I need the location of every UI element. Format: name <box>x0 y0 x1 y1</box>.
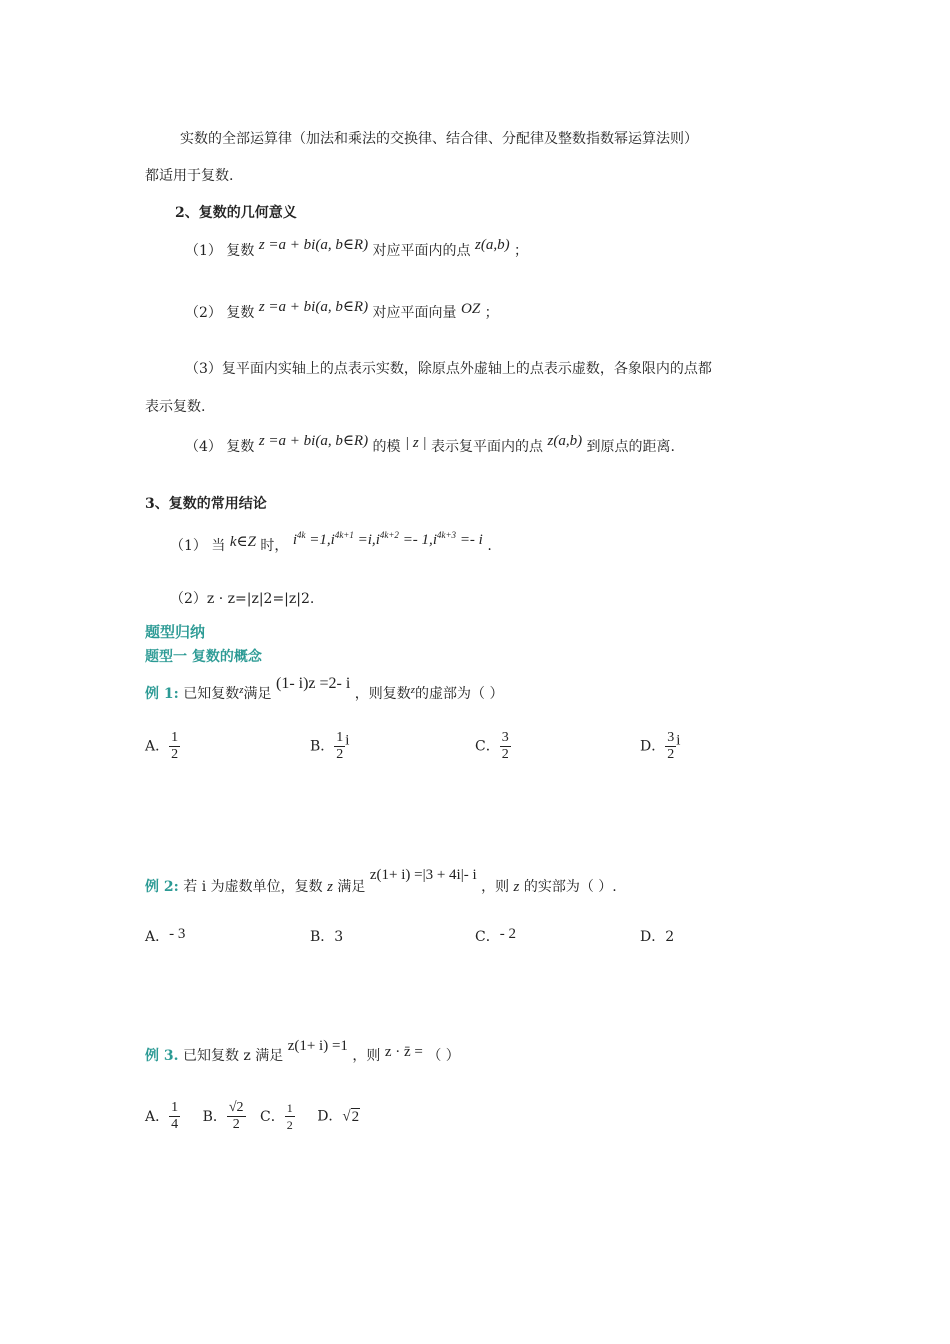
example-2-option-d[interactable]: D．2 <box>640 929 675 945</box>
example-tag: 例 1: <box>145 686 179 702</box>
item-post: 到原点的距离. <box>586 439 675 455</box>
section-2-item-1 <box>185 237 529 260</box>
item-label: （3） <box>185 361 222 377</box>
product-formula: z · z̄ = <box>384 1044 423 1060</box>
question-mid: 满足 <box>337 879 366 895</box>
vector-formula: OZ <box>461 301 481 317</box>
section-2-item-3-cont: 表示复数. <box>145 399 206 415</box>
example-2-option-b[interactable]: B．3 <box>310 929 344 945</box>
section-3-item-2: （2）z · z=|z|2=|z|2. <box>170 591 315 607</box>
example-tag: 例 2: <box>145 879 179 895</box>
fraction: $\frac{3}{2}$ <box>501 730 509 762</box>
question-pre: 若 i 为虚数单位，复数 <box>183 879 323 895</box>
fraction: $\frac{√2}{2}$ <box>228 1100 244 1132</box>
example-1-option-d[interactable]: D． $\frac{3}{2}$ i <box>640 730 681 762</box>
section-2-item-2 <box>185 299 499 322</box>
item-text-1: 复平面内实轴上的点表示实数，除原点外虚轴上的点表示虚数，各象限内的点都 <box>221 361 712 377</box>
option-b[interactable]: B． $\frac{√2}{2}$ <box>202 1100 244 1132</box>
types-heading: 题型归纳 <box>145 623 206 641</box>
question-mid-2: ，则复数 <box>354 686 411 702</box>
item-label: （1） <box>185 243 222 259</box>
section-3-item-1 <box>170 530 492 555</box>
example-1-option-c[interactable]: C． $\frac{3}{2}$ <box>475 730 509 762</box>
example-tag: 例 3. <box>145 1048 179 1064</box>
question-post: 的虚部为（ ） <box>415 686 504 702</box>
item-pre: 复数 <box>226 305 255 321</box>
power-formula: $i^{4k} =1,i^{4k+1} =i,i^{4k+2} =- 1,i^{4k+3} =- i$ <box>292 530 483 548</box>
example-1-option-b[interactable]: B． $\frac{1}{2}$ i <box>310 730 350 762</box>
complex-formula: z =a + bi(a, b∈R) <box>258 433 369 449</box>
point-formula: z(a,b) <box>547 433 583 449</box>
section-3-heading: 3、复数的常用结论 <box>145 496 267 512</box>
fraction: $\frac{1}{4}$ <box>171 1100 179 1132</box>
item-mid-2: 表示复平面内的点 <box>431 439 544 455</box>
item-post: . <box>487 538 492 554</box>
item-mid: 时， <box>260 538 289 554</box>
point-formula: z(a,b) <box>475 237 510 253</box>
item-mid: 对应平面向量 <box>372 305 457 321</box>
condition-formula: k∈Z <box>229 534 256 550</box>
item-pre: 当 <box>211 538 226 554</box>
item-label: （1） <box>170 538 207 554</box>
modulus-formula: | z | <box>405 435 427 451</box>
equation: (1- i)z =2- i <box>275 675 351 692</box>
complex-formula: z =a + bi(a, b∈R) <box>258 299 369 315</box>
item-post: ； <box>484 305 499 321</box>
fraction: $\frac{1}{2}$ <box>286 1101 293 1132</box>
intro-line-2: 都适用于复数. <box>145 168 234 184</box>
question-mid: 满足 <box>243 686 272 702</box>
item-label: （2） <box>185 305 222 321</box>
question-post: （ ） <box>427 1048 460 1064</box>
example-1-option-a[interactable]: A． $\frac{1}{2}$ <box>145 730 179 762</box>
example-2-option-a[interactable]: A．- 3 <box>145 926 186 945</box>
item-mid: 对应平面内的点 <box>372 243 471 259</box>
square-root: √2 <box>342 1108 360 1125</box>
option-a[interactable]: A． $\frac{1}{4}$ <box>145 1100 179 1132</box>
complex-formula: z =a + bi(a, b∈R) <box>258 237 369 253</box>
section-2-item-4 <box>185 433 675 456</box>
section-2-item-3 <box>185 358 712 378</box>
option-c[interactable]: C． $\frac{1}{2}$ <box>260 1101 293 1132</box>
equation: z(1+ i) =1 <box>287 1038 348 1054</box>
example-1-question: 例 1: 已知复数$^z$满足 (1- i)z =2- i ，则复数$^z$的虚部为（ ） <box>145 675 504 702</box>
question-pre: 已知复数 z 满足 <box>182 1048 284 1064</box>
question-mid-2: ，则 <box>481 879 510 895</box>
intro-line-1: 实数的全部运算律（加法和乘法的交换律、结合律、分配律及整数指数幂运算法则） <box>180 131 698 147</box>
section-2-heading: 2、复数的几何意义 <box>175 205 297 221</box>
fraction: $\frac{1}{2}$ <box>336 730 344 762</box>
equation: z(1+ i) =|3 + 4i|- i <box>369 867 477 883</box>
example-3-options <box>145 1100 360 1133</box>
example-2-question: 例 2: 若 i 为虚数单位，复数 z 满足 z(1+ i) =|3 + 4i|- i ，则 z 的实部为（ ）. <box>145 867 617 895</box>
fraction: $\frac{1}{2}$ <box>171 730 179 762</box>
option-d[interactable]: D．√2 <box>317 1108 360 1125</box>
example-2-option-c[interactable]: C．- 2 <box>475 926 516 945</box>
example-3-question <box>145 1038 460 1065</box>
question-mid: ，则 <box>352 1048 381 1064</box>
question-post: 的实部为（ ）. <box>523 879 617 895</box>
type-1-heading: 题型一 复数的概念 <box>145 649 262 665</box>
item-pre: 复数 <box>226 439 255 455</box>
item-label: （4） <box>185 439 222 455</box>
fraction: $\frac{3}{2}$ <box>667 730 675 762</box>
item-mid: 的模 <box>372 439 401 455</box>
question-pre: 已知复数 <box>183 686 240 702</box>
item-post: ； <box>514 243 529 259</box>
item-pre: 复数 <box>226 243 255 259</box>
